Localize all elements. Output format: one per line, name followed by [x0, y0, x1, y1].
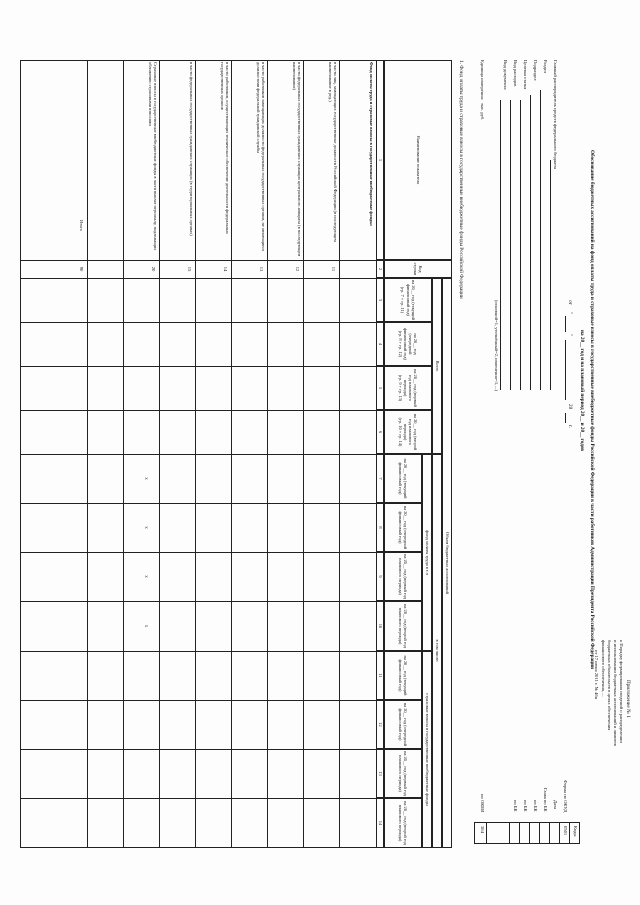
table-row-label: в части работников, осуществляющих техническое обеспечение деятельности федеральных государственных органов — [219, 62, 230, 234]
field-vid-doc: Вид документа — [503, 60, 508, 90]
okei-value: 384 — [480, 826, 485, 833]
form-subtitle: на 20__ год и на плановый период 20__ и 20__ годов — [579, 330, 585, 452]
form-code-value: 0501 — [563, 826, 568, 836]
appendix-line-3: бюджетных обязательств в целях обеспечения — [607, 640, 612, 731]
row-code: 14 — [223, 266, 228, 272]
form-title: Обоснование бюджетных ассигнований на фонд оплаты труда и страховые взносы в государственные внебюджетные фонды Российской Федерации в части работников Администрации Президента Российской Федерации — [589, 150, 595, 670]
glava-label: Глава по БК — [543, 788, 548, 812]
table-row-label: Фонд оплаты труда и страховые взносы в государственные внебюджетные фонды: — [369, 62, 374, 227]
section-1-title: 1. Фонд оплаты труда и страховые взносы в государственные внебюджетные фонды Российской Федерации — [458, 60, 464, 299]
col-fot-header: фонд оплаты труда в т.ч — [422, 454, 432, 651]
date-year: 20 — [567, 404, 573, 410]
col-all-header: Всего — [432, 278, 442, 454]
rotated-form: Приложение № 1 к Порядку формирования сведений о распределении и использовании бюджетных ассигнований и лимитов бюджетных обязательств в целях обеспечения финансового обеспечения, ... от 17 июня 2011 г. № 46н Обоснование бюджетных ассигнований на фонд оплаты труда и страховые взносы в государственные внебюджетные фонды Российской Федерации в части работников Администрации Президента Российской Федерации на 20__ год и на плановый период 20__ и 20__ годов от " " 20 г. Коды 0501 384 Форма по ОКУД Дата Глава по БК по БК по БК по БК по ОКЕИ Главный распорядитель средств федерального бюджета Раздел Подраздел Целевая статья Вид расходов Вид документа (основной=1, уточнённый=2, изменения=3, ...) Единица измерения: тыс. руб. 1. Фонд оплаты труда и страховые взносы в государственные внебюджетные фонды Российской Федерации Наименование показателя Код строки Объем бюджетных ассигнований Всего в том числе: фонд оплаты труда в т.ч страховые взносы в государственные внебюджетные фонды на 20__ год (текущий финансовый год) (гр. 7 + гр. 11) на 20__ год (очередной финансовый год) (гр. 8 + гр. 12) на 20__ год (первый год планового периода) (гр. 9 + гр. 13) на 20__ год (второй год планового периода) (гр. 10 + гр. 14) на 20__ год (текущий финансовый год) на 20__ год (очередной финансовый год) на 20__ год (первый год планового периода) на 20__ год (второй год планового периода) на 20__ год (текущий финансовый год) на 20__ год (очередной финансовый год) на 20__ год (первый год планового периода) на 20__ год (второй год планового периода) 1 2 3 4 5 6 7 8 9 10 11 12 13 14 Фонд оплаты труда и страховые взносы в государственные внебюджетные фонды: в части лиц, замещающих государственные должности Российской Федерации (в последующем наименование в ред.) в части федеральных государственных гражданских служащих центрального аппарата (в последующем наименование) в части работников замещающих должности федеральных государственных органов, не являющиеся должностями федеральной гражданской службы в части работников, осуществляющих техническое обеспечение деятельности федеральных государственных органов в части федеральных государственных гражданских служащих (в территориальных органах) Страховые взносы в государственные внебюджетные фонды в части выплат персоналу, подлежащих обложению страховыми взносами Итого 11 12 13 14 15 20 90 х х х х — [0, 0, 640, 905]
codes-header: Коды — [573, 826, 578, 837]
col-8-header: на 20__ год (очередной финансовый год) — [384, 503, 422, 552]
okei-label: по ОКЕИ — [480, 794, 485, 813]
row-code: 11 — [331, 266, 336, 272]
date-label: Дата — [553, 800, 558, 810]
colnum-7: 7 — [376, 454, 384, 503]
appendix-line-2: и использовании бюджетных ассигнований и лимитов — [613, 640, 618, 746]
col-6-header: на 20__ год (второй год планового периода) (гр. 10 + гр. 14) — [384, 410, 432, 454]
okud-label: Форма по ОКУД — [563, 780, 568, 813]
colnum-6: 6 — [376, 410, 384, 454]
col-4-header: на 20__ год (очередной финансовый год) (гр. 8 + гр. 12) — [384, 322, 432, 366]
colnum-9: 9 — [376, 552, 384, 601]
col-sv-header: страховые взносы в государственные внебюджетные фонды — [422, 651, 432, 848]
col-10-header: на 20__ год (второй год планового периода) — [384, 601, 422, 651]
doctype-hint: (основной=1, уточнённый=2, изменения=3, ...) — [494, 300, 499, 392]
colnum-4: 4 — [376, 322, 384, 366]
appendix-line-1: к Порядку формирования сведений о распределении — [619, 640, 624, 743]
col-3-header: на 20__ год (текущий финансовый год) (гр. 7 + гр. 11) — [384, 278, 432, 322]
col-name-header: Наименование показателя — [384, 60, 452, 260]
table-row-label: в части федеральных государственных гражданских служащих (в территориальных органах) — [189, 62, 194, 236]
field-podrazdel: Подраздел — [533, 60, 538, 81]
col-incl-header: в том числе: — [432, 454, 442, 848]
colnum-3: 3 — [376, 278, 384, 322]
appendix-title: Приложение № 1 — [625, 680, 631, 718]
table-row-label: Страховые взносы в государственные внебюджетные фонды в части выплат персоналу, подлежащих обложению страховыми взносами — [147, 62, 158, 251]
col-12-header: на 20__ год (очередной финансовый год) — [384, 700, 422, 749]
colnum-10: 10 — [376, 601, 384, 651]
x-mark: х — [143, 575, 148, 578]
row-code: 12 — [295, 266, 300, 272]
x-mark: х — [143, 526, 148, 529]
col-5-header: на 20__ год (первый год планового периода) (гр. 9 + гр. 13) — [384, 366, 432, 410]
row-code: 90 — [79, 266, 84, 272]
colnum-1: 1 — [376, 60, 384, 260]
table-row-label: в части федеральных государственных гражданских служащих центрального аппарата (в последующем наименование) — [291, 62, 302, 257]
unit-value: тыс. руб. — [480, 103, 485, 121]
col-11-header: на 20__ год (текущий финансовый год) — [384, 651, 422, 700]
col-13-header: на 20__ год (первый год планового периода) — [384, 749, 422, 798]
field-unit: Единица измерения: — [480, 60, 485, 100]
colnum-12: 12 — [376, 700, 384, 749]
col-9-header: на 20__ год (первый год планового периода) — [384, 552, 422, 601]
field-razdel: Раздел — [543, 60, 548, 73]
appendix-date: от 17 июня 2011 г. № 46н — [594, 650, 599, 700]
field-target: Целевая статья — [523, 60, 528, 90]
row-code: 15 — [187, 266, 192, 272]
colnum-5: 5 — [376, 366, 384, 410]
col-7-header: на 20__ год (текущий финансовый год) — [384, 454, 422, 503]
appendix-line-4: финансового обеспечения, ... — [601, 640, 606, 697]
table-row-label: в части работников замещающих должности федеральных государственных органов, не являющиеся должностями федеральной гражданской службы — [255, 62, 266, 252]
field-grbs: Главный распорядитель средств федерального бюджета — [553, 60, 558, 170]
colnum-13: 13 — [376, 749, 384, 798]
x-mark: х — [143, 624, 148, 628]
row-code: 20 — [151, 266, 156, 272]
table-row-label: Итого — [79, 220, 84, 232]
col-volume-header: Объем бюджетных ассигнований — [442, 278, 452, 848]
col-code-header: Код строки — [384, 260, 452, 278]
x-mark: х — [143, 477, 148, 480]
col-14-header: на 20__ год (второй год планового периода) — [384, 798, 422, 848]
colnum-2: 2 — [376, 260, 384, 278]
date-from: от — [567, 300, 573, 305]
colnum-8: 8 — [376, 503, 384, 552]
colnum-14: 14 — [376, 798, 384, 848]
row-code: 13 — [259, 266, 264, 272]
table-row-label: в части лиц, замещающих государственные должности Российской Федерации (в последующем наименование в ред.) — [327, 62, 338, 242]
field-vid-rashodov: Вид расходов — [513, 60, 518, 87]
colnum-11: 11 — [376, 651, 384, 700]
